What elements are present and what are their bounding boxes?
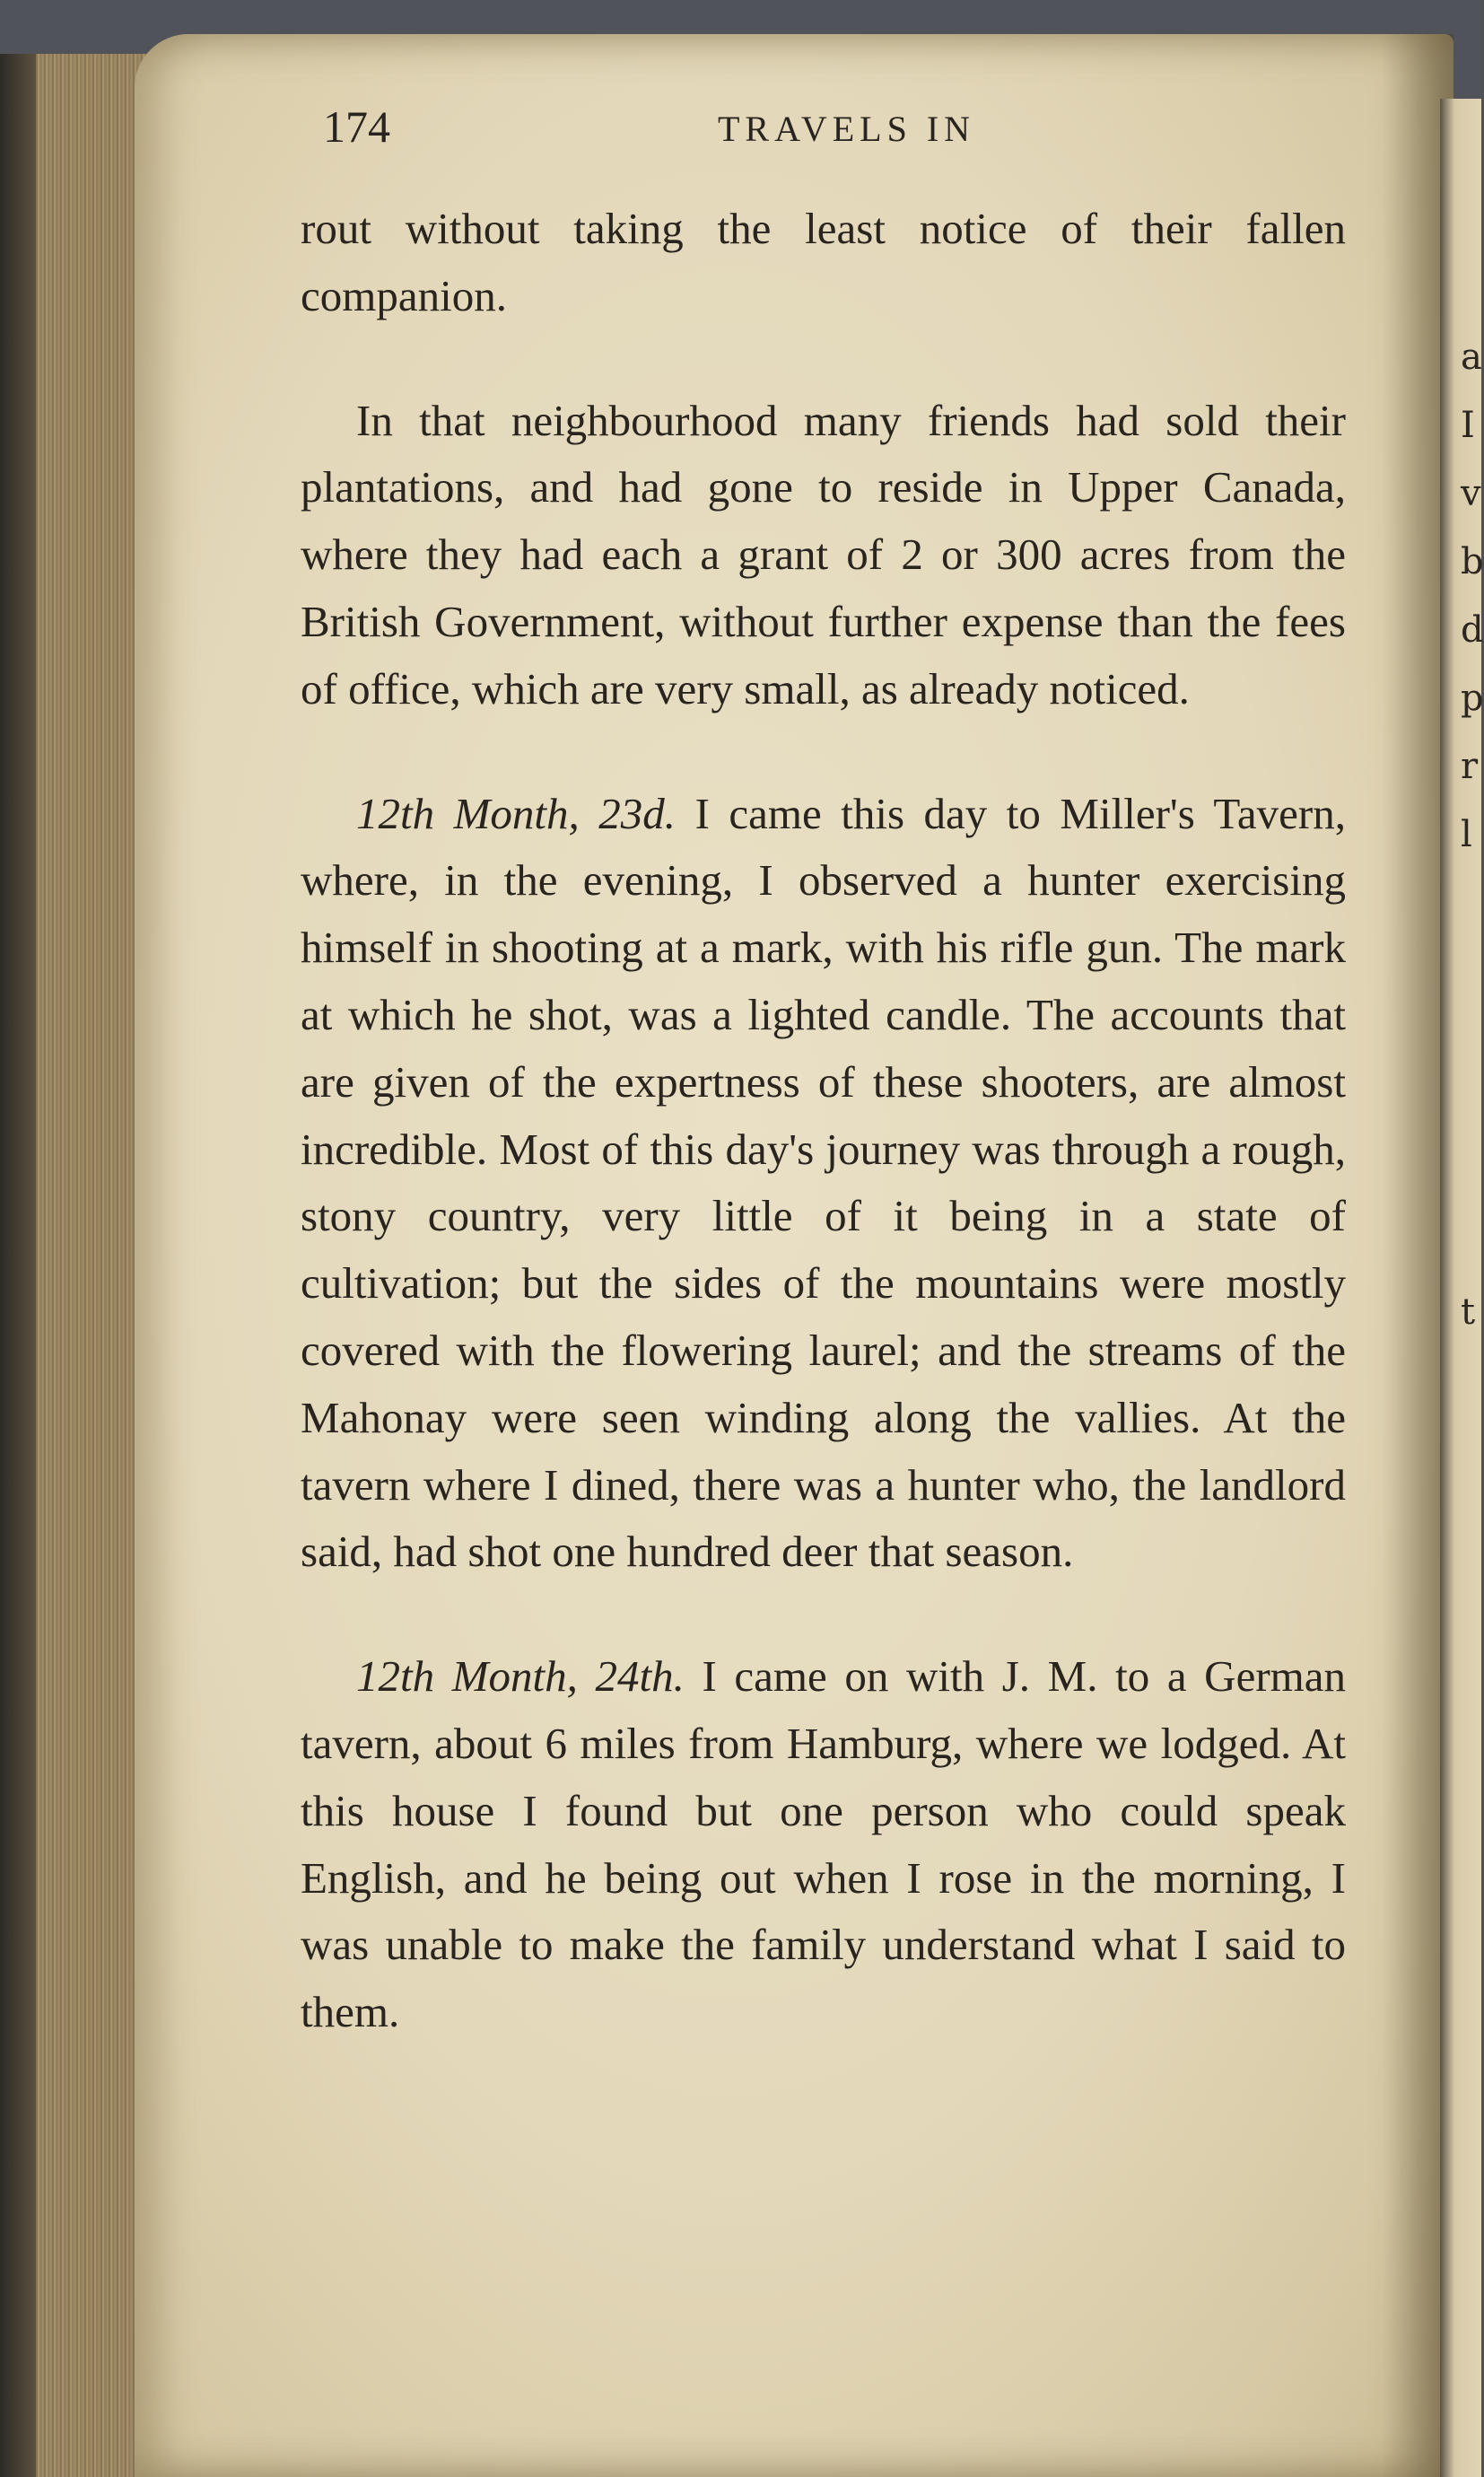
paragraph-text: rout without taking the least notice of their fallen companion. — [301, 204, 1346, 320]
page-header — [323, 101, 1328, 154]
binding-shadow — [0, 54, 36, 2477]
journal-date: 12th Month, 24th. — [356, 1651, 685, 1702]
paragraph-text: I came on with J. M. to a German tavern, about 6 miles from Hamburg, where we lodged. At this house I found but one person who could speak English, and he being out when I rose in the morning, I was unable to make the family understand what I said to them. — [301, 1651, 1346, 2037]
paragraph-1 — [301, 196, 1346, 330]
paragraph-text: In that neighbourhood many friends had sold their plantations, and had gone to reside in Upper Canada, where they had each a grant of 2 or 300 acres from the British Government, without further expense than the fees of office, which are very small, as already noticed. — [301, 395, 1346, 713]
page-number: 174 — [323, 101, 390, 152]
running-head: TRAVELS IN — [718, 109, 976, 149]
facing-page-letters: a I v b d p r l t — [1461, 337, 1484, 1333]
journal-date: 12th Month, 23d. — [356, 788, 677, 838]
paragraph-4 — [301, 1643, 1346, 2046]
body-text — [301, 196, 1346, 2046]
paragraph-3 — [301, 781, 1346, 1587]
paragraph-2 — [301, 388, 1346, 723]
paragraph-text: I came this day to Miller's Tavern, where, in the evening, I observed a hunter exercising himself in shooting at a mark, with his rifle gun. The mark at which he shot, was a lighted candle. The accounts that are given of the expertness of these shooters, are almost incredible. Most of this day's journey was through a rough, stony country, very little of it being in a state of cultivation; but the sides of the mountains were mostly covered with the flowering laurel; and the streams of the Mahonay were seen winding along the vallies. At the tavern where I dined, there was a hunter who, the landlord said, had shot one hundred deer that season. — [301, 788, 1346, 1577]
